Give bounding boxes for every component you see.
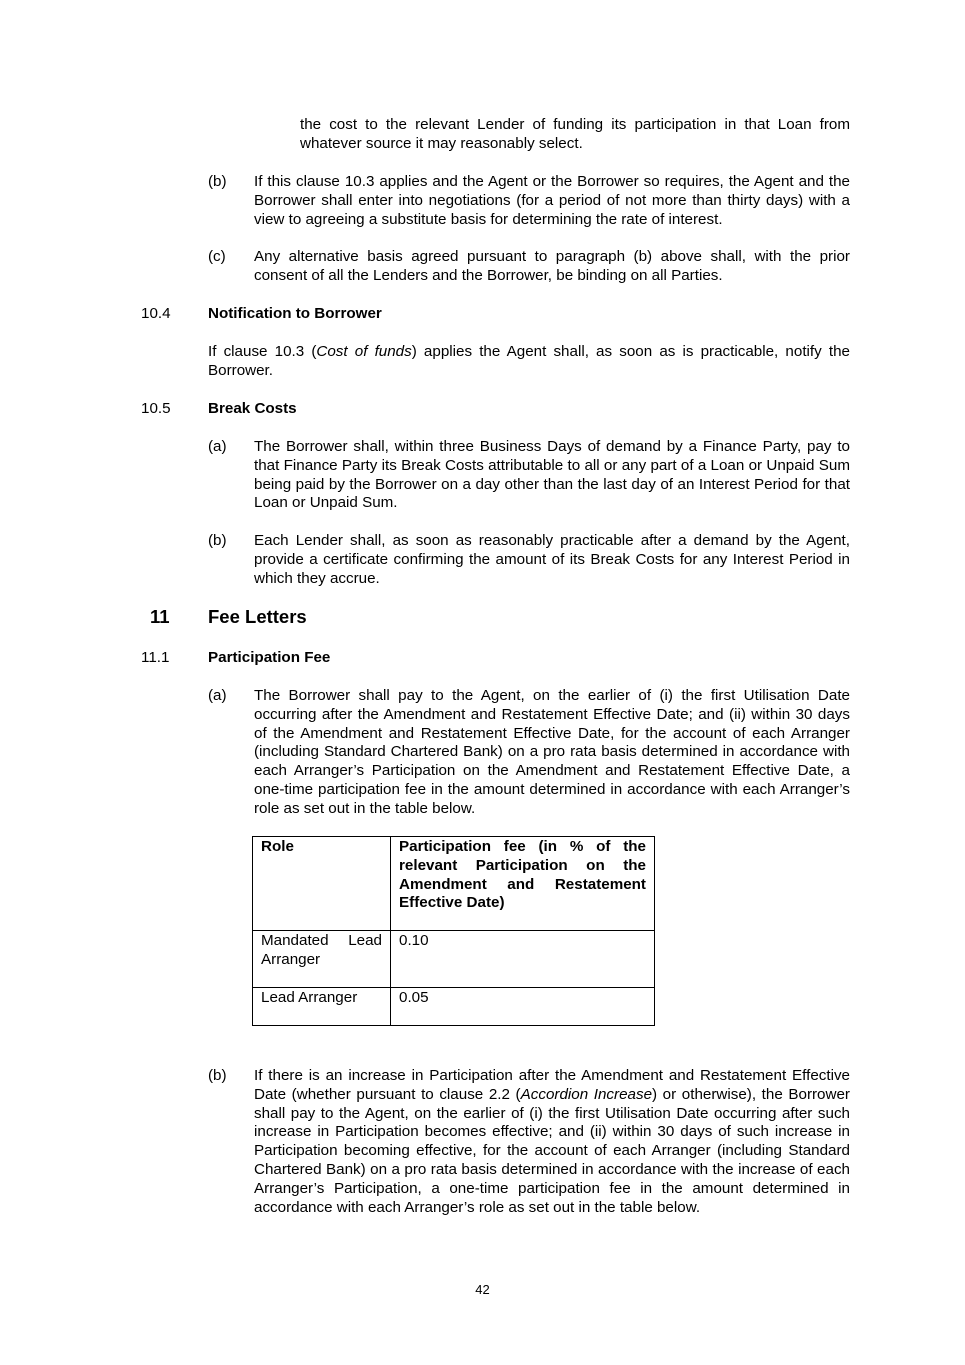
clause-heading: Notification to Borrower [208, 305, 382, 322]
paragraph-label: (b) [208, 532, 227, 549]
clause-number: 10.5 [141, 400, 171, 417]
clause-11-1-a-text: The Borrower shall pay to the Agent, on the earlier of (i) the first Utilisation Date occurring after the Amendment and Restatement Effective Date; and (ii) within 30 days of the Amendment and Restatement Effective Date, for the account of each Arranger (including Standard Chartered Bank) on a pro rata basis determined in accordance with each Arranger’s Participation on the Amendment and Restatement Effective Date, a one-time participation fee in the amount determined in accordance with each Arranger’s role as set out in the table below. [254, 687, 850, 817]
table-header-row [253, 837, 655, 931]
table-row [253, 931, 655, 988]
table-cell: Lead Arranger [253, 988, 391, 1026]
continuation-paragraph: the cost to the relevant Lender of funding its participation in that Loan from whatever source it may reasonably select. [300, 116, 850, 152]
clause-10-3-b-text: If this clause 10.3 applies and the Agent or the Borrower so requires, the Agent and the Borrower shall enter into negotiations (for a period of not more than thirty days) with a view to agreeing a substitute basis for determining the rate of interest. [254, 173, 850, 228]
paragraph-label: (b) [208, 1067, 227, 1084]
clause-number: 10.4 [141, 305, 171, 322]
clause-10-4-text: If clause 10.3 (Cost of funds) applies the Agent shall, as soon as is practicable, notify the Borrower. [208, 343, 850, 379]
table-header-cell: Participation fee (in % of the relevant Participation on the Amendment and Restatement Effective Date) [391, 837, 655, 931]
section-number: 11 [150, 606, 170, 627]
section-heading: Fee Letters [208, 606, 307, 627]
table-cell: 0.05 [391, 988, 655, 1026]
table-cell: Mandated Lead Arranger [253, 931, 391, 988]
clause-heading: Break Costs [208, 400, 297, 417]
page-number: 42 [475, 1282, 490, 1297]
paragraph-label: (c) [208, 248, 226, 265]
participation-fee-table [252, 836, 655, 1026]
clause-10-3-c-text: Any alternative basis agreed pursuant to paragraph (b) above shall, with the prior consent of all the Lenders and the Borrower, be binding on all Parties. [254, 248, 850, 284]
table-header-cell: Role [253, 837, 391, 931]
paragraph-label: (a) [208, 438, 227, 455]
clause-10-5-b-text: Each Lender shall, as soon as reasonably practicable after a demand by the Agent, provide a certificate confirming the amount of its Break Costs for any Interest Period in which they accrue. [254, 532, 850, 587]
paragraph-label: (a) [208, 687, 227, 704]
clause-number: 11.1 [141, 649, 170, 666]
clause-10-5-a-text: The Borrower shall, within three Business Days of demand by a Finance Party, pay to that Finance Party its Break Costs attributable to all or any part of a Loan or Unpaid Sum being paid by the Borrower on a day other than the last day of an Interest Period for that Loan or Unpaid Sum. [254, 438, 850, 512]
table-row [253, 988, 655, 1026]
paragraph-label: (b) [208, 173, 227, 190]
clause-heading: Participation Fee [208, 649, 331, 666]
table-cell: 0.10 [391, 931, 655, 988]
clause-11-1-b-text: If there is an increase in Participation after the Amendment and Restatement Effective Date (whether pursuant to clause 2.2 (Accordion Increase) or otherwise), the Borrower shall pay to the Agent, on the earlier of (i) the first Utilisation Date occurring after such increase in Participation becomes effective; and (ii) within 30 days of such increase in Participation becoming effective, for the account of each Arranger (including Standard Chartered Bank) on a pro rata basis determined in accordance with the increase of each Arranger’s Participation, a one-time participation fee in the amount determined in accordance with each Arranger’s role as set out in the table below. [254, 1067, 850, 1216]
